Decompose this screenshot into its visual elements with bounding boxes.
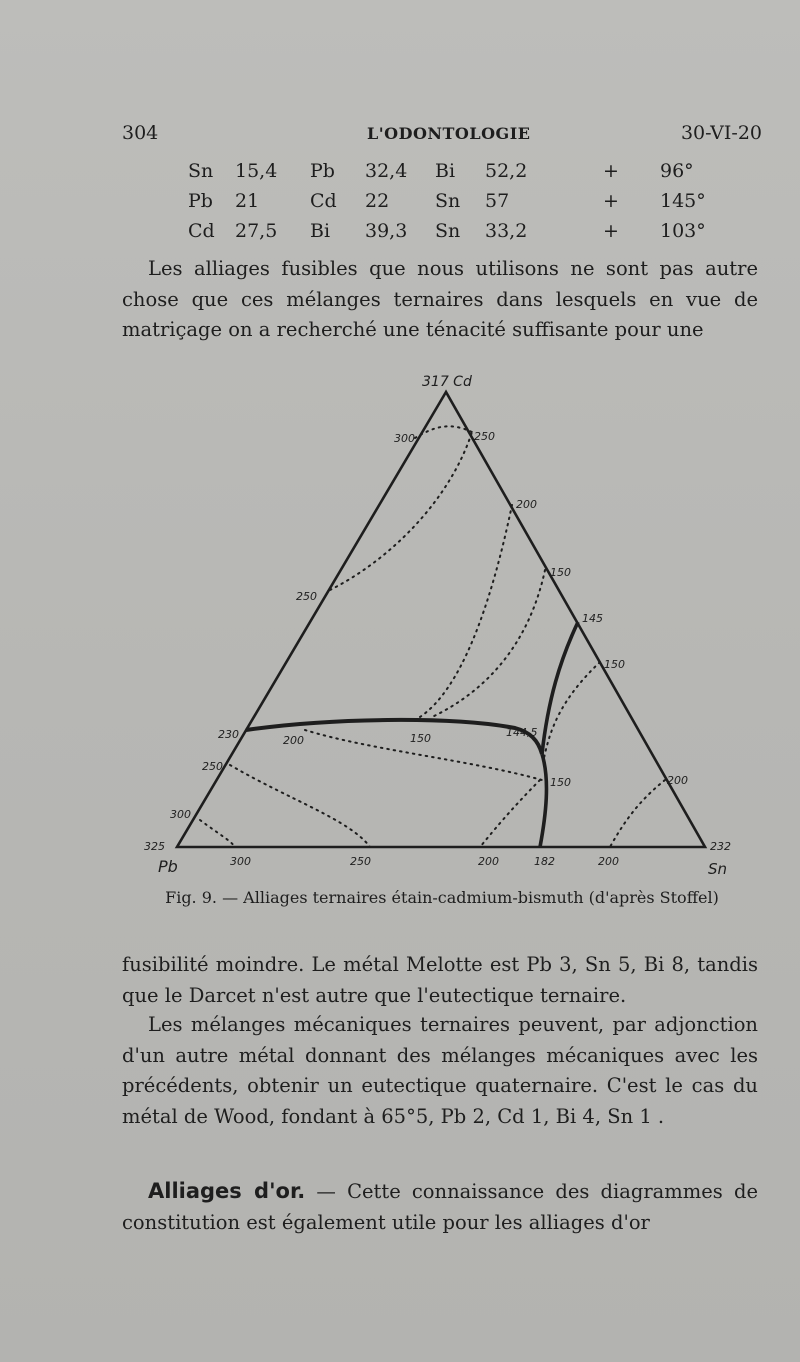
- edge-label: 200: [667, 774, 688, 787]
- table-cell: Pb: [188, 190, 213, 212]
- interior-label: 200: [283, 734, 304, 747]
- table-cell: 96°: [660, 160, 694, 182]
- ternary-diagram: [130, 360, 770, 890]
- paragraph: Les mélanges mécaniques ternaires peuvent, par adjonction d'un autre métal donnant des mélanges mécaniques avec les précédents, obtenir un eutectique quaternaire. C'est le cas du métal de Wood, fondant à 65°5, Pb 2, Cd 1, Bi 4, Sn 1 .: [122, 1013, 758, 1128]
- alloy-table: [180, 160, 720, 250]
- edge-label: 230: [218, 728, 239, 741]
- interior-label: 144,5: [506, 726, 538, 739]
- table-cell: 57: [485, 190, 510, 212]
- bottom-label: 200: [478, 855, 499, 868]
- isotherm-lines: [200, 426, 665, 847]
- page-number: 304: [122, 122, 159, 144]
- apex-left-value: 325: [144, 840, 165, 853]
- table-cell: +: [603, 220, 619, 242]
- section-paragraph: [122, 1176, 758, 1238]
- apex-left-label: Pb: [158, 857, 178, 876]
- bottom-label: 300: [230, 855, 251, 868]
- table-cell: 103°: [660, 220, 706, 242]
- edge-label: 150: [550, 566, 571, 579]
- figure-caption: Fig. 9. — Alliages ternaires étain-cadmium-bismuth (d'après Stoffel): [165, 888, 719, 907]
- edge-label: 300: [170, 808, 191, 821]
- edge-label: 300: [394, 432, 415, 445]
- section-heading: Alliages d'or.: [148, 1179, 306, 1203]
- table-cell: 15,4: [235, 160, 278, 182]
- table-cell: +: [603, 160, 619, 182]
- table-cell: +: [603, 190, 619, 212]
- table-cell: Pb: [310, 160, 335, 182]
- page-header: [122, 122, 762, 148]
- edge-label: 145: [582, 612, 603, 625]
- edge-label: 200: [516, 498, 537, 511]
- table-cell: 145°: [660, 190, 706, 212]
- edge-label: 150: [604, 658, 625, 671]
- running-title: L'ODONTOLOGIE: [367, 124, 531, 143]
- table-cell: Bi: [435, 160, 456, 182]
- table-cell: 22: [365, 190, 390, 212]
- interior-label: 150: [410, 732, 431, 745]
- bottom-label: 182: [534, 855, 555, 868]
- table-cell: Sn: [188, 160, 214, 182]
- edge-label: 250: [202, 760, 223, 773]
- eutectic-curve-bottom: [540, 754, 546, 847]
- table-cell: Sn: [435, 220, 461, 242]
- triangle-frame: [177, 392, 705, 847]
- paragraph: Les alliages fusibles que nous utilisons ne sont pas autre chose que ces mélanges ternaires dans lesquels en vue de matriçage on a recherché une ténacité suffisante pour une: [122, 257, 758, 341]
- paragraph: fusibilité moindre. Le métal Melotte est Pb 3, Sn 5, Bi 8, tandis que le Darcet n'est autre que l'eutectique ternaire.: [122, 953, 758, 1007]
- table-cell: 27,5: [235, 220, 278, 242]
- table-cell: Sn: [435, 190, 461, 212]
- table-cell: 21: [235, 190, 260, 212]
- bottom-label: 200: [598, 855, 619, 868]
- apex-right-label: Sn: [708, 860, 728, 878]
- table-row: [180, 220, 720, 250]
- apex-right-value: 232: [710, 840, 731, 853]
- table-cell: 39,3: [365, 220, 408, 242]
- edge-label: 250: [474, 430, 495, 443]
- issue-date: 30-VI-20: [680, 122, 762, 144]
- eutectic-curve-sn-side: [542, 622, 578, 754]
- apex-top-label: 317 Cd: [422, 374, 472, 390]
- table-cell: Cd: [310, 190, 337, 212]
- table-cell: 52,2: [485, 160, 528, 182]
- table-cell: Bi: [310, 220, 331, 242]
- section-body: — Cette connaissance des diagrammes de constitution est également utile pour les alliages d'or: [122, 1180, 758, 1234]
- table-cell: Cd: [188, 220, 215, 242]
- table-row: [180, 190, 720, 220]
- table-cell: 32,4: [365, 160, 408, 182]
- bottom-label: 250: [350, 855, 371, 868]
- edge-label: 250: [296, 590, 317, 603]
- table-row: [180, 160, 720, 190]
- interior-label: 150: [550, 776, 571, 789]
- table-cell: 33,2: [485, 220, 528, 242]
